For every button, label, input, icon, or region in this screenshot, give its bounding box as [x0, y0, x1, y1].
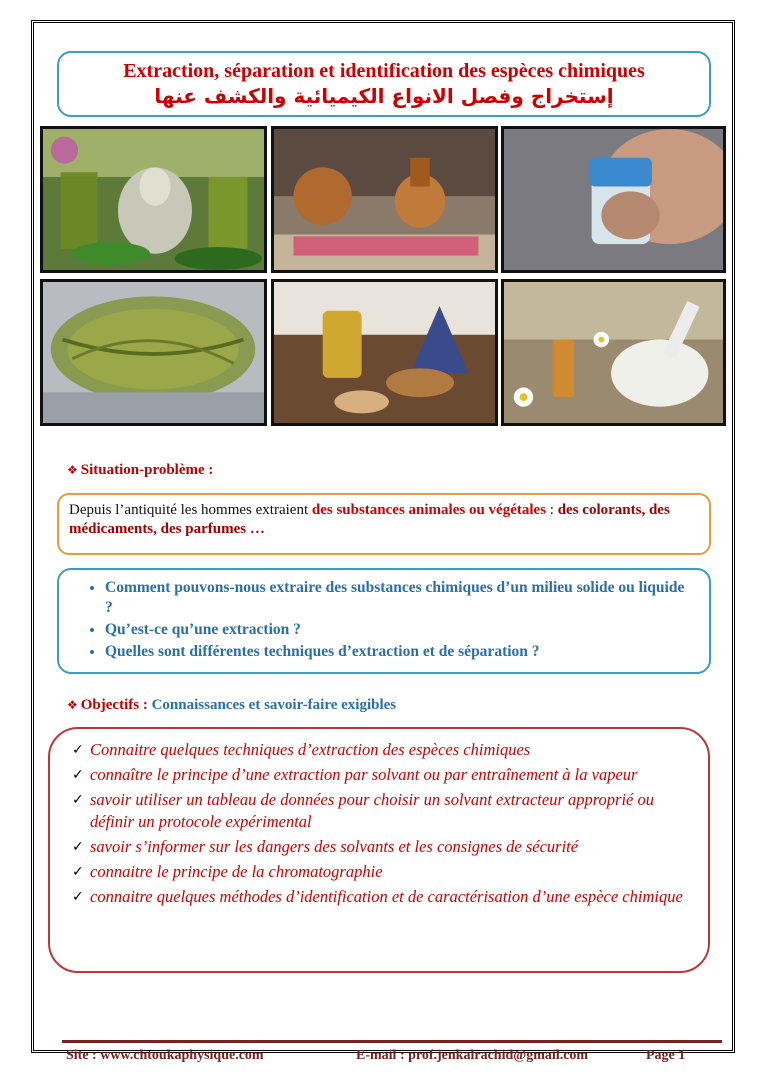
argan-oil-photo — [271, 279, 498, 426]
title-french: Extraction, séparation et identification des espèces chimiques — [123, 60, 645, 82]
copper-distillery-photo — [271, 126, 498, 273]
objective-item: ✓ connaitre le principe de la chromatographie — [72, 862, 383, 881]
checkmark-icon: ✓ — [72, 792, 84, 808]
situation-text-start: Depuis l’antiquité les hommes extraient — [69, 502, 312, 518]
objectives-box — [48, 727, 710, 973]
objective-item: ✓ savoir utiliser un tableau de données pour choisir un solvant extracteur approprié ou définir un protocole expérimental — [72, 790, 654, 831]
situation-text-mid: : — [546, 502, 558, 518]
objective-item: ✓ savoir s’informer sur les dangers des solvants et les consignes de sécurité — [72, 837, 579, 856]
chamomile-mortar-photo — [501, 279, 726, 426]
situation-highlight: des substances animales ou végétales — [311, 502, 547, 518]
checkmark-icon: ✓ — [72, 767, 84, 783]
objectives-subheading: Connaissances et savoir-faire exigibles — [151, 697, 397, 713]
footer-divider — [62, 1040, 722, 1043]
checkmark-icon: ✓ — [72, 742, 84, 758]
question-item: • Qu’est-ce qu’une extraction ? — [105, 620, 695, 640]
checkmark-icon: ✓ — [72, 889, 84, 905]
situation-heading: ❖ Situation-problème : — [67, 462, 214, 478]
footer-email[interactable]: E-mail : prof.jenkalrachid@gmail.com — [356, 1048, 589, 1063]
situation-examples: des colorants, des médicaments, des parfumes … — [69, 502, 670, 537]
objective-item: ✓ connaitre quelques méthodes d’identification et de caractérisation d’une espèce chimique — [72, 887, 683, 906]
question-item: • Quelles sont différentes techniques d’extraction et de séparation ? — [105, 642, 695, 662]
footer-site[interactable]: Site : www.chtoukaphysique.com — [66, 1048, 264, 1063]
title-arabic: إستخراج وفصل الانواع الكيميائية والكشف عنها — [154, 84, 614, 108]
title-box — [57, 51, 711, 117]
situation-box — [57, 493, 711, 555]
questions-box — [57, 568, 711, 674]
objective-item: ✓ Connaitre quelques techniques d’extraction des espèces chimiques — [72, 740, 531, 759]
checkmark-icon: ✓ — [72, 839, 84, 855]
objective-item: ✓ connaître le principe d’une extraction par solvant ou par entraînement à la vapeur — [72, 765, 638, 784]
diamond-icon: ❖ — [67, 463, 78, 477]
perfume-vial-photo — [501, 126, 726, 273]
objectives-heading: ❖ Objectifs : Connaissances et savoir-faire exigibles — [67, 697, 397, 713]
boiling-pot-photo — [40, 279, 267, 426]
checkmark-icon: ✓ — [72, 864, 84, 880]
mint-tea-photo — [40, 126, 267, 273]
question-item: • Comment pouvons-nous extraire des substances chimiques d’un milieu solide ou liquide ? — [105, 578, 695, 618]
diamond-icon: ❖ — [67, 698, 78, 712]
footer-page-number: Page 1 — [646, 1048, 686, 1063]
